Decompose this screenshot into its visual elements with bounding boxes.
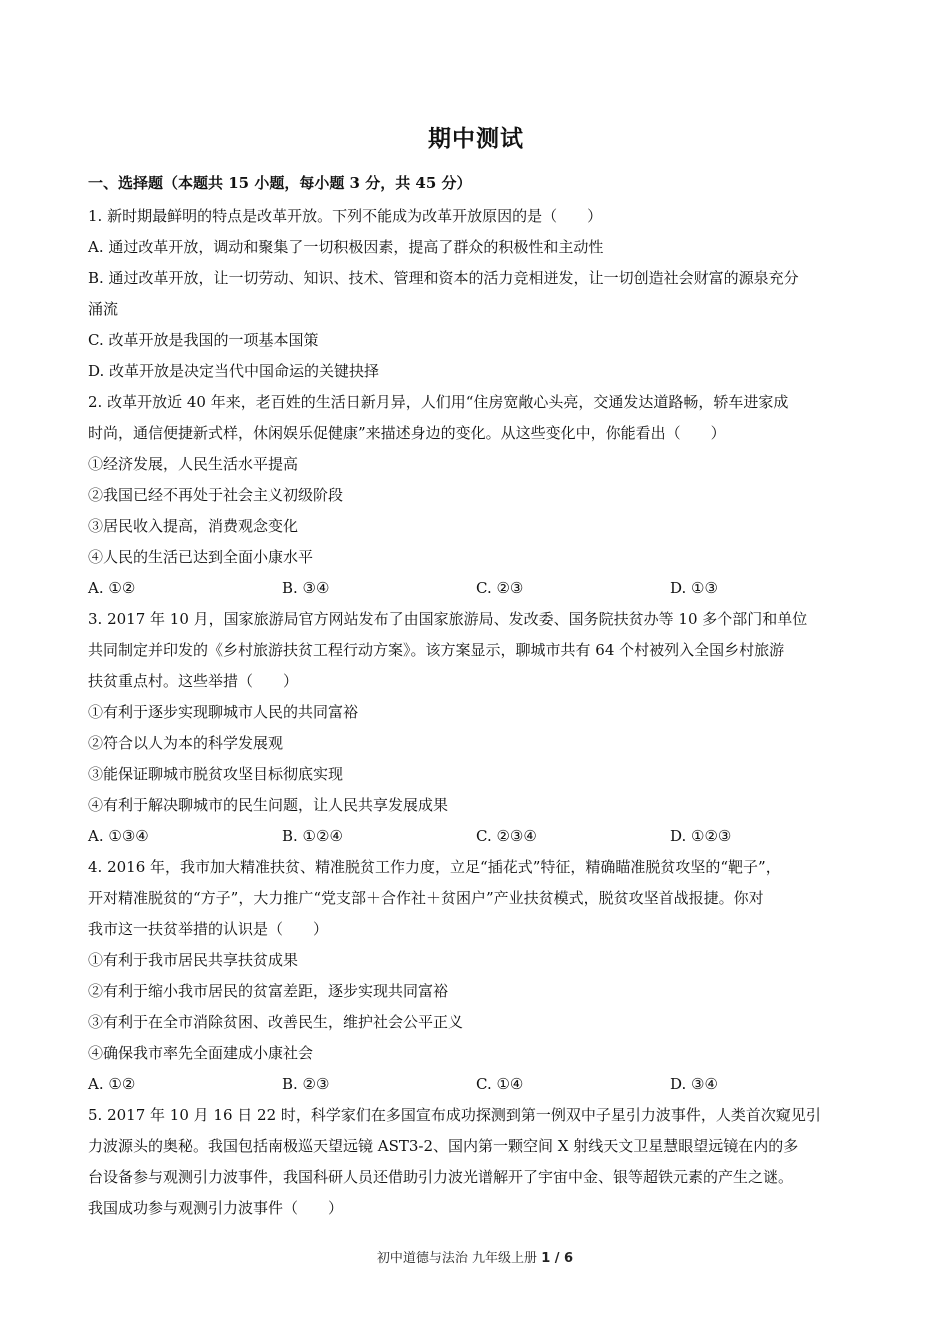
option-d: D. ③④ [670,1075,718,1093]
page-footer [0,1247,950,1266]
answer-options [88,573,864,604]
statement-4: ④确保我市率先全面建成小康社会 [88,1044,314,1062]
question-stem: 1. 新时期最鲜明的特点是改革开放。下列不能成为改革开放原因的是（ ） [88,207,603,225]
option-b: B. 通过改革开放，让一切劳动、知识、技术、管理和资本的活力竞相迸发，让一切创造社会财富的源泉充分 [88,269,799,287]
option-b: B. ③④ [282,579,330,597]
question-stem-continued: 共同制定并印发的《乡村旅游扶贫工程行动方案》。该方案显示，聊城市共有 64 个村被列入全国乡村旅游 [88,641,785,659]
statement-4: ④人民的生活已达到全面小康水平 [88,548,314,566]
option-b: B. ①②④ [282,827,343,845]
question-stem-end: 扶贫重点村。这些举措（ ） [88,672,299,690]
statement-1: ①有利于逐步实现聊城市人民的共同富裕 [88,703,359,721]
question-5 [88,1100,864,1224]
option-a: A. ①② [88,1075,136,1093]
option-d: D. 改革开放是决定当代中国命运的关键抉择 [88,362,380,380]
option-c: C. ②③④ [476,827,537,845]
option-c: C. ②③ [476,579,524,597]
statement-3: ③居民收入提高，消费观念变化 [88,517,299,535]
section-heading: 一、选择题（本题共 15 小题，每小题 3 分，共 45 分） [88,174,472,192]
question-stem-continued: 开对精准脱贫的“方子”，大力推广“党支部＋合作社＋贫困户”产业扶贫模式，脱贫攻坚首战报捷。你对 [88,889,764,907]
option-d: D. ①②③ [670,827,732,845]
question-4 [88,852,864,1100]
question-1 [88,201,864,387]
option-c: C. ①④ [476,1075,524,1093]
footer-course-label: 初中道德与法治 九年级上册 [376,1251,538,1266]
statement-1: ①经济发展，人民生活水平提高 [88,455,299,473]
statement-4: ④有利于解决聊城市的民生问题，让人民共享发展成果 [88,796,449,814]
question-stem-end: 我市这一扶贫举措的认识是（ ） [88,920,329,938]
statement-2: ②符合以人为本的科学发展观 [88,734,284,752]
question-2 [88,387,864,604]
page-title: 期中测试 [428,125,524,152]
statement-2: ②有利于缩小我市居民的贫富差距，逐步实现共同富裕 [88,982,449,1000]
statement-3: ③有利于在全市消除贫困、改善民生，维护社会公平正义 [88,1013,464,1031]
question-stem-continued: 时尚，通信便捷新式样，休闲娱乐促健康”来描述身边的变化。从这些变化中，你能看出（ ） [88,424,726,442]
answer-options [88,1069,864,1100]
option-a: A. ①③④ [88,827,149,845]
question-stem: 2. 改革开放近 40 年来，老百姓的生活日新月异，人们用“住房宽敞心头亮，交通发达道路畅，轿车进家成 [88,393,789,411]
question-stem: 5. 2017 年 10 月 16 日 22 时，科学家们在多国宣布成功探测到第一例双中子星引力波事件，人类首次窥见引 [88,1106,821,1124]
option-b: B. ②③ [282,1075,330,1093]
question-stem-end: 我国成功参与观测引力波事件（ ） [88,1199,344,1217]
page-number: 1 / 6 [541,1251,574,1266]
answer-options [88,821,864,852]
option-b-continued: 涌流 [88,300,119,318]
statement-1: ①有利于我市居民共享扶贫成果 [88,951,299,969]
question-stem-continued: 台设备参与观测引力波事件，我国科研人员还借助引力波光谱解开了宇宙中金、银等超铁元素的产生之谜。 [88,1168,794,1186]
option-d: D. ①③ [670,579,718,597]
question-stem-continued: 力波源头的奥秘。我国包括南极巡天望远镜 AST3-2、国内第一颗空间 X 射线天文卫星慧眼望远镜在内的多 [88,1137,799,1155]
statement-2: ②我国已经不再处于社会主义初级阶段 [88,486,344,504]
statement-3: ③能保证聊城市脱贫攻坚目标彻底实现 [88,765,344,783]
question-stem: 4. 2016 年，我市加大精准扶贫、精准脱贫工作力度，立足“插花式”特征，精确瞄准脱贫攻坚的“靶子”， [88,858,781,876]
option-a: A. ①② [88,579,136,597]
question-3 [88,604,864,852]
option-a: A. 通过改革开放，调动和聚集了一切积极因素，提高了群众的积极性和主动性 [88,238,604,256]
question-stem: 3. 2017 年 10 月，国家旅游局官方网站发布了由国家旅游局、发改委、国务院扶贫办等 10 多个部门和单位 [88,610,808,628]
option-c: C. 改革开放是我国的一项基本国策 [88,331,319,349]
